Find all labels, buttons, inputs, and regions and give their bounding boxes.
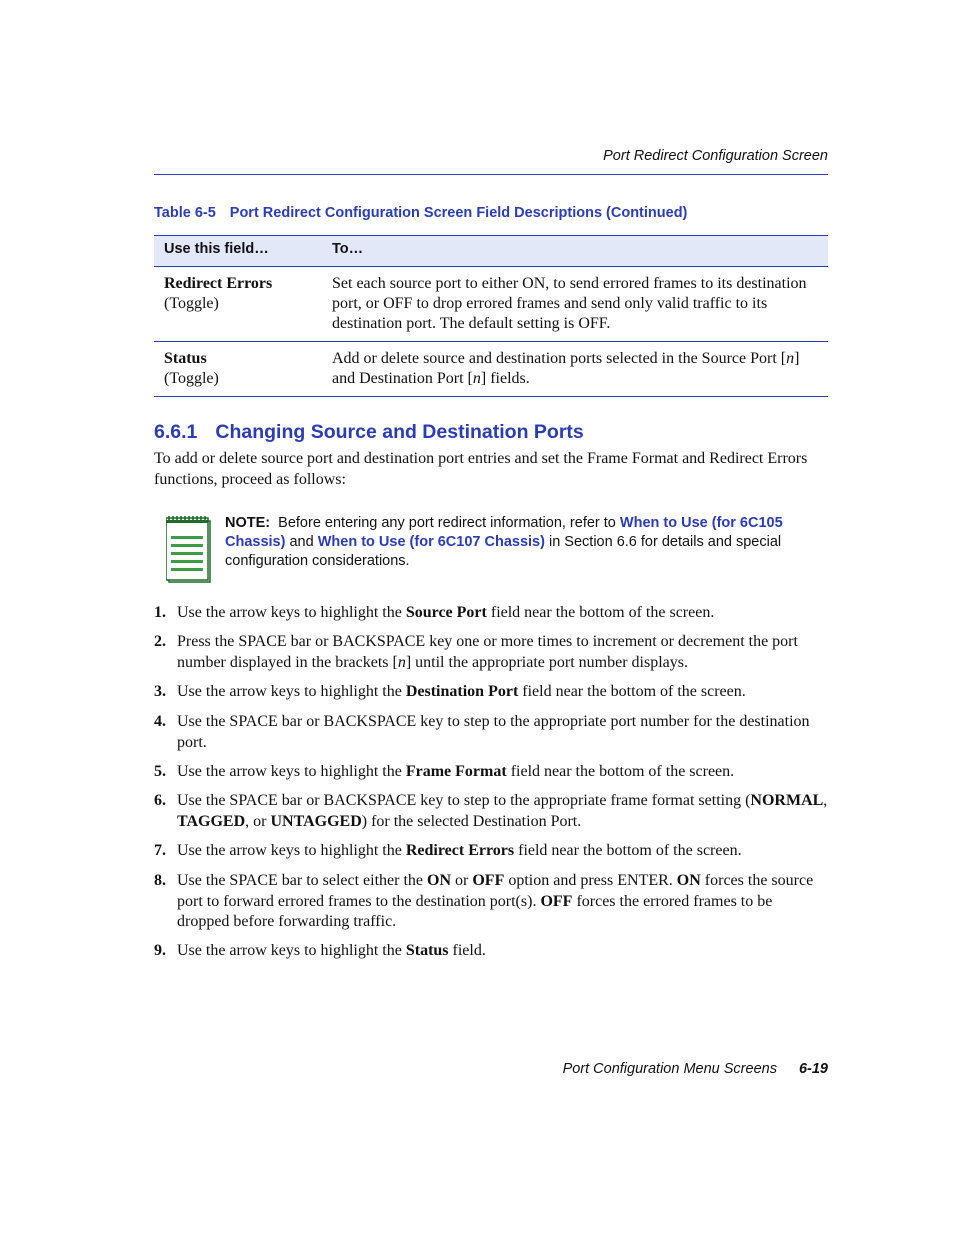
step-number: 2. — [154, 633, 166, 650]
list-item — [154, 791, 828, 832]
field-description-table — [154, 235, 828, 397]
footer-title: Port Configuration Menu Screens — [562, 1061, 777, 1077]
step-number: 1. — [154, 604, 166, 621]
running-header: Port Redirect Configuration Screen — [603, 148, 828, 164]
step-text: Use the arrow keys to highlight the Source Port field near the bottom of the screen. — [177, 604, 715, 621]
step-text: Use the SPACE bar to select either the ON or OFF option and press ENTER. ON forces the source port to forward errored frames to the destination port(s). OFF forces the errored frames to be dropped before forwarding traffic. — [177, 872, 814, 930]
desc-text: Add or delete source and destination ports selected in the Source Port [ — [332, 350, 787, 367]
table-row — [154, 341, 828, 396]
section-number: 6.6.1 — [154, 421, 198, 443]
field-name-cell — [164, 349, 324, 389]
field-description: Set each source port to either ON, to send errored frames to its destination port, or OFF to drop errored frames and send only valid traffic to its destination port. The default setting is OFF. — [332, 275, 807, 332]
desc-text: ] fields. — [480, 370, 530, 387]
list-item — [154, 871, 828, 933]
step-text: Use the arrow keys to highlight the Status field. — [177, 942, 486, 959]
table-caption — [154, 205, 687, 221]
field-type: (Toggle) — [164, 295, 219, 312]
list-item — [154, 762, 828, 783]
step-text: Use the arrow keys to highlight the Redirect Errors field near the bottom of the screen. — [177, 842, 742, 859]
list-item — [154, 841, 828, 862]
step-text: Use the SPACE bar or BACKSPACE key to step to the appropriate port number for the destination port. — [177, 713, 810, 751]
list-item — [154, 603, 828, 624]
field-name: Status — [164, 350, 207, 367]
section-title: Changing Source and Destination Ports — [215, 421, 584, 443]
table-caption-number: Table 6-5 — [154, 205, 216, 221]
step-number: 7. — [154, 842, 166, 859]
list-item — [154, 941, 828, 962]
list-item — [154, 712, 828, 753]
section-heading — [154, 421, 584, 444]
step-number: 4. — [154, 713, 166, 730]
table-row — [154, 267, 828, 341]
column-header-field: Use this field… — [164, 241, 269, 257]
step-text: Use the SPACE bar or BACKSPACE key to step to the appropriate frame format setting (NORMAL, TAGGED, or UNTAGGED) for the selected Destination Port. — [177, 792, 828, 830]
step-number: 9. — [154, 942, 166, 959]
desc-var: n — [472, 370, 481, 387]
link-when-to-use-6c105[interactable]: When to Use (for 6C105 Chassis) — [225, 515, 783, 550]
step-text: Use the arrow keys to highlight the Destination Port field near the bottom of the screen. — [177, 683, 746, 700]
column-header-action: To… — [332, 241, 364, 257]
page-footer — [154, 1061, 828, 1077]
header-rule — [154, 174, 828, 175]
step-text: Use the arrow keys to highlight the Frame Format field near the bottom of the screen. — [177, 763, 735, 780]
field-type: (Toggle) — [164, 370, 219, 387]
list-item — [154, 632, 828, 673]
intro-paragraph: To add or delete source port and destination port entries and set the Frame Format and Redirect Errors functions, proceed as follows: — [154, 450, 808, 488]
link-when-to-use-6c107[interactable]: When to Use (for 6C107 Chassis) — [317, 534, 545, 550]
step-number: 8. — [154, 872, 166, 889]
table-caption-title: Port Redirect Configuration Screen Field Descriptions (Continued) — [229, 205, 688, 221]
table-header-row — [154, 236, 828, 267]
field-name-cell — [164, 274, 324, 314]
step-number: 5. — [154, 763, 166, 780]
step-number: 3. — [154, 683, 166, 700]
page-number: 6-19 — [798, 1061, 828, 1077]
desc-var: n — [786, 350, 795, 367]
note-text-b: and — [289, 534, 314, 550]
note-text — [225, 514, 828, 571]
field-description — [332, 342, 822, 396]
note-text-a: Before entering any port redirect information, refer to — [278, 515, 616, 531]
note-pad-icon — [166, 516, 212, 584]
desc-text: ] and Destination Port [ — [332, 350, 800, 387]
field-name: Redirect Errors — [164, 275, 273, 292]
note-text-c: in Section 6.6 for details and special configuration considerations. — [225, 534, 782, 569]
note-label: NOTE: — [225, 515, 271, 531]
step-number: 6. — [154, 792, 166, 809]
list-item — [154, 682, 828, 703]
step-text: Press the SPACE bar or BACKSPACE key one or more times to increment or decrement the port number displayed in the brackets [n] until the appropriate port number displays. — [177, 633, 798, 671]
